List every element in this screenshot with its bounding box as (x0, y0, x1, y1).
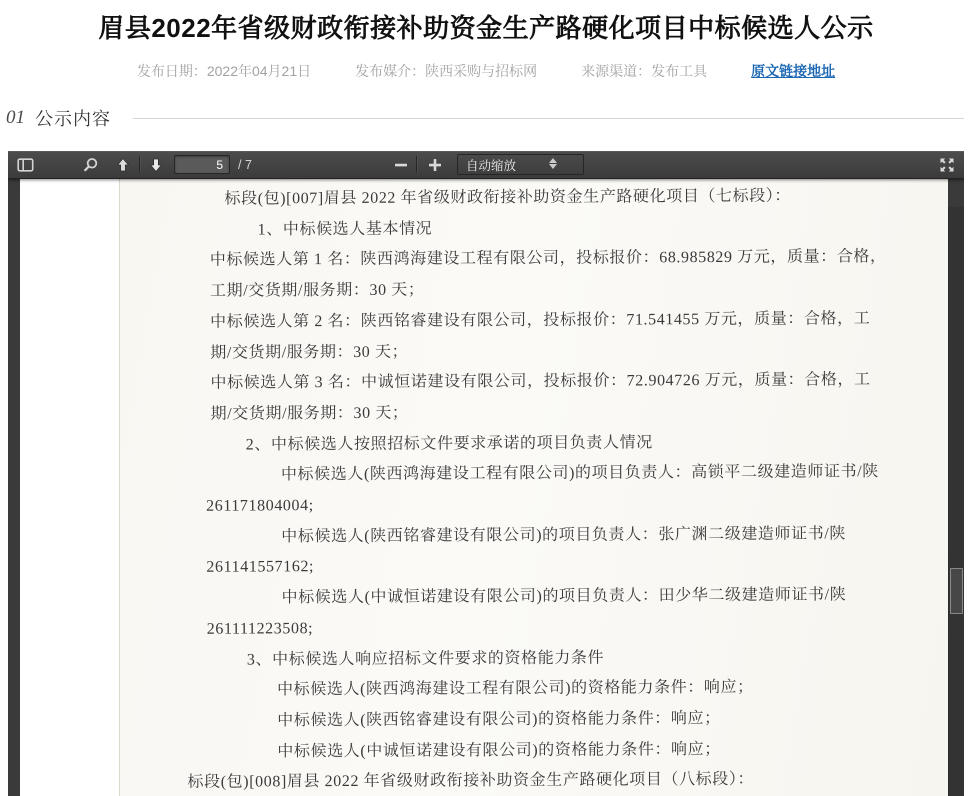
pdf-toolbar (8, 151, 964, 179)
section-number: 01 (6, 107, 25, 128)
meta-item: 发布媒介：陕西采购与招标网 (355, 63, 538, 79)
document-line: 标段(包)[008]眉县 2022 年省级财政衔接补助资金生产路硬化项目（八标段）： (187, 771, 755, 792)
select-spinner-icon (549, 158, 557, 169)
toolbar-separator (416, 156, 417, 173)
search-button[interactable] (80, 154, 102, 176)
document-line: 中标候选人(中诚恒诺建设有限公司)的项目负责人：田少华二级建造师证书/陕 (281, 586, 847, 607)
document-line: 期/交货期/服务期：30 天； (210, 404, 409, 423)
pdf-content-area (8, 179, 964, 796)
document-line: 中标候选人第 2 名：陕西铭睿建设有限公司，投标报价：71.541455 万元，质量：合格，工 (210, 310, 871, 331)
section-title: 公示内容 (35, 109, 111, 129)
page-total-label: / 7 (238, 158, 252, 172)
vertical-scrollbar[interactable] (948, 207, 964, 796)
document-line: 中标候选人(中诚恒诺建设有限公司)的资格能力条件：响应； (277, 740, 721, 761)
zoom-in-button[interactable] (424, 154, 446, 176)
toolbar-separator (139, 156, 140, 173)
document-text (119, 179, 948, 796)
zoom-mode-label: 自动缩放 (466, 158, 517, 173)
original-link[interactable]: 原文链接地址 (751, 63, 836, 79)
document-line: 261171804004; (206, 497, 314, 515)
page-title: 眉县2022年省级财政衔接补助资金生产路硬化项目中标候选人公示 (98, 13, 874, 43)
document-line: 期/交货期/服务期：30 天； (210, 343, 409, 362)
document-line: 标段(包)[007]眉县 2022 年省级财政衔接补助资金生产路硬化项目（七标段）： (224, 187, 792, 208)
fullscreen-button[interactable] (936, 154, 958, 176)
zoom-out-button[interactable] (390, 154, 412, 176)
sidebar-toggle-button[interactable] (14, 154, 36, 176)
pdf-page (20, 179, 948, 796)
pdf-viewer (8, 151, 964, 796)
search-icon (83, 157, 99, 173)
minus-icon (394, 158, 408, 172)
sidebar-toggle-icon (17, 157, 34, 173)
document-line: 中标候选人(陕西铭睿建设有限公司)的项目负责人：张广渊二级建造师证书/陕 (281, 525, 846, 546)
next-page-button[interactable] (145, 154, 167, 176)
zoom-mode-select[interactable] (457, 154, 584, 175)
section-header (6, 105, 964, 131)
document-line: 2、中标候选人按照招标文件要求承诺的项目负责人情况 (245, 434, 653, 454)
page-number-input[interactable] (174, 155, 230, 174)
document-line: 261141557162; (206, 558, 315, 577)
meta-item: 来源渠道：发布工具 (581, 63, 708, 79)
document-line: 中标候选人第 3 名：中诚恒诺建设有限公司，投标报价：72.904726 万元，质量：合格，工 (210, 371, 871, 392)
document-line: 中标候选人第 1 名：陕西鸿海建设工程有限公司，投标报价：68.985829 万元，质量：合格， (209, 248, 887, 270)
scrollbar-thumb[interactable] (950, 568, 963, 614)
scanned-document (119, 179, 948, 796)
document-line: 中标候选人(陕西鸿海建设工程有限公司)的项目负责人：高锁平二级建造师证书/陕 (280, 463, 879, 484)
document-line: 工期/交货期/服务期：30 天； (209, 281, 425, 300)
document-line: 261111223508; (206, 620, 314, 638)
section-divider (133, 118, 964, 119)
meta-row (0, 61, 972, 81)
arrow-down-icon (148, 157, 164, 173)
document-line: 中标候选人(陕西鸿海建设工程有限公司)的资格能力条件：响应； (277, 679, 754, 699)
document-line: 3、中标候选人响应招标文件要求的资格能力条件 (246, 649, 605, 669)
document-line: 中标候选人(陕西铭睿建设有限公司)的资格能力条件：响应； (277, 709, 721, 730)
fullscreen-icon (939, 157, 955, 173)
arrow-up-icon (115, 157, 131, 173)
document-line: 1、中标候选人基本情况 (257, 220, 433, 239)
plus-icon (428, 158, 442, 172)
previous-page-button[interactable] (112, 154, 134, 176)
meta-item: 发布日期：2022年04月21日 (136, 63, 312, 79)
